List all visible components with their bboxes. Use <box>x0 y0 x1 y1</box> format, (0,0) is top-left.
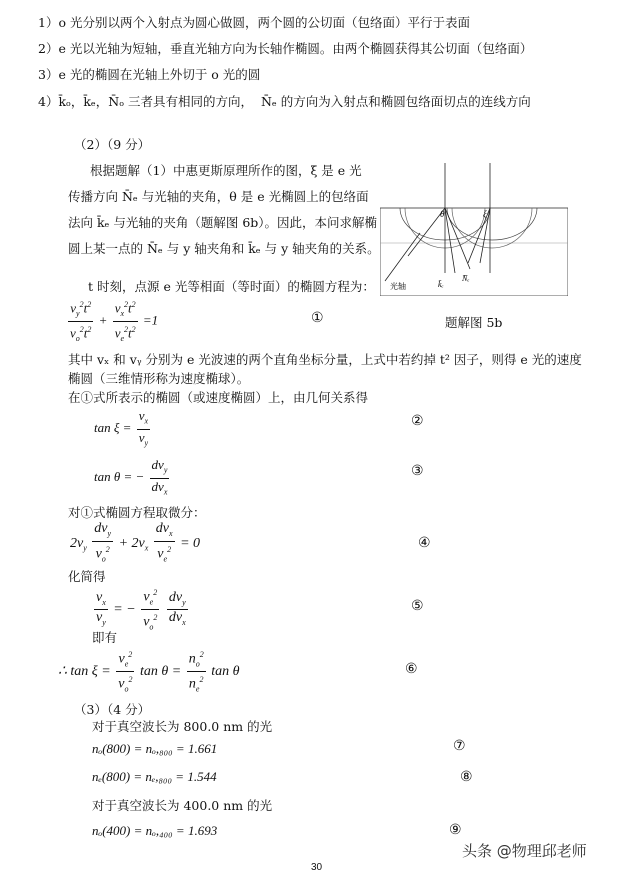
optic-axis-label: 光轴 <box>390 282 406 291</box>
paragraph-line: 即有 <box>92 630 118 645</box>
equation-2-number: ② <box>411 413 424 429</box>
equation-2: tan ξ = $\frac{v_x}{v_y}$ <box>94 408 149 448</box>
equation-9: nₒ(400) = nₒ,₄₀₀ = 1.693 <box>92 823 218 838</box>
xi-label: ξ <box>483 209 487 219</box>
ke-vector-label: k̄ₑ <box>438 280 444 289</box>
list-item-4-part-a: 4）k̄ₒ，k̄ₑ，N̄ₒ 三者具有相同的方向， <box>38 94 253 109</box>
figure-caption: 题解图 5b <box>445 315 503 330</box>
equation-5: $\frac{v_x}{v_y}$ = − $\frac{v_e^2}{v_o^2}$ $\frac{dv_y}{dv_x}$ <box>92 585 190 635</box>
equation-9-number: ⑨ <box>449 822 462 838</box>
equation-8-number: ⑧ <box>460 769 473 785</box>
equation-1-rhs: =1 <box>142 312 159 328</box>
list-item-4 <box>38 94 531 110</box>
page-number: 30 <box>311 862 323 873</box>
paragraph-line: 圆上某一点的 N̄ₑ 与 y 轴夹角和 k̄ₑ 与 y 轴夹角的关系。 <box>68 241 380 256</box>
huygens-figure <box>380 163 568 296</box>
equation-3-lhs: tan θ = − <box>94 469 145 485</box>
section-2-heading: （2）（9 分） <box>74 137 151 152</box>
list-item-3: 3）e 光的椭圆在光轴上外切于 o 光的圆 <box>38 67 261 82</box>
paragraph-line: 法向 k̄ₑ 与光轴的夹角（题解图 6b）。因此，本问求解椭 <box>68 215 378 230</box>
paragraph-line: 其中 vₓ 和 vᵧ 分别为 e 光波速的两个直角坐标分量，上式中若约掉 t² 因子，则得 e 光的速度 <box>68 352 582 367</box>
list-item-4-part-b: N̄ₑ 的方向为入射点和椭圆包络面切点的连线方向 <box>260 94 531 109</box>
equation-5-number: ⑤ <box>411 598 424 614</box>
paragraph-line: 对于真空波长为 800.0 nm 的光 <box>92 719 273 734</box>
paragraph-line: 椭圆（三维情形称为速度椭球）。 <box>68 371 250 386</box>
equation-1: $\frac{v_y^2t^2}{v_o^2t^2}$ + $\frac{v_x^2t^2}{v_e^2t^2}$ =1 <box>66 297 158 346</box>
theta-label: θ <box>440 209 445 219</box>
list-item-2: 2）e 光以光轴为短轴，垂直光轴方向为长轴作椭圆。由两个椭圆获得其公切面（包络面） <box>38 41 533 56</box>
paragraph-line: 对于真空波长为 400.0 nm 的光 <box>92 798 273 813</box>
paragraph-line: 根据题解（1）中惠更斯原理所作的图，ξ 是 e 光 <box>90 163 362 178</box>
equation-2-lhs: tan ξ = <box>94 420 132 436</box>
equation-7-number: ⑦ <box>453 738 466 754</box>
equation-8: nₑ(800) = nₑ,₈₀₀ = 1.544 <box>92 769 217 784</box>
equation-4-rhs: = 0 <box>180 535 201 551</box>
list-item-1: 1）o 光分别以两个入射点为圆心做圆，两个圆的公切面（包络面）平行于表面 <box>38 15 470 30</box>
paragraph-line: 化简得 <box>68 569 106 584</box>
equation-4: $2v_y$ $\frac{dv_y}{v_o^2}$ + $2v_x$ $\frac{dv_x}{v_e^2}$ = 0 <box>70 521 201 564</box>
equation-6: ∴ tan ξ = $\frac{v_e^2}{v_o^2}$ tan θ = $\frac{n_o^2}{n_e^2}$ tan θ <box>58 647 239 697</box>
equation-6-number: ⑥ <box>405 661 418 677</box>
paragraph-line: 在①式所表示的椭圆（或速度椭圆）上，由几何关系得 <box>68 390 369 405</box>
ne-vector-label: N̄ₑ <box>462 274 470 283</box>
section-3-heading: （3）（4 分） <box>74 702 151 717</box>
paragraph-line: t 时刻，点源 e 光等相面（等时面）的椭圆方程为： <box>88 279 375 294</box>
equation-1-number: ① <box>311 310 324 326</box>
watermark: 头条 @物理邱老师 <box>462 842 587 860</box>
equation-3: tan θ = − $\frac{dv_y}{dv_x}$ <box>94 457 168 497</box>
equation-3-number: ③ <box>411 463 424 479</box>
paragraph-line: 传播方向 N̄ₑ 与光轴的夹角，θ 是 e 光椭圆上的包络面 <box>68 189 369 204</box>
equation-7: nₒ(800) = nₒ,₈₀₀ = 1.661 <box>92 741 218 756</box>
paragraph-line: 对①式椭圆方程取微分： <box>68 505 206 520</box>
equation-4-number: ④ <box>418 535 431 551</box>
equation-6-lhs: ∴ tan ξ = <box>58 664 111 680</box>
